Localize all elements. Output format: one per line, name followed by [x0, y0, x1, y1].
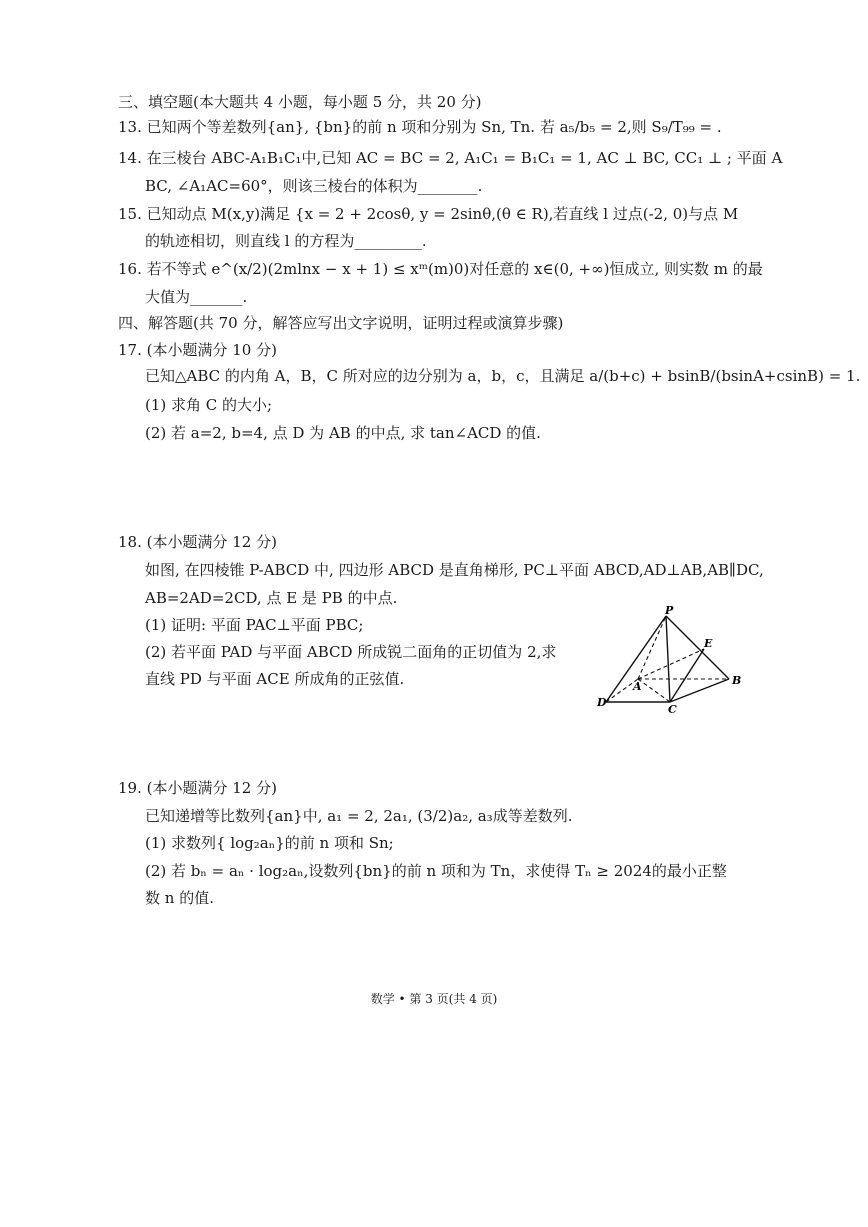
label-B: B — [732, 674, 742, 687]
question-17-title: 17. (本小题满分 10 分) — [118, 341, 277, 359]
label-C: C — [668, 703, 677, 716]
question-19-stem: 已知递增等比数列{an}中, a₁ = 2, 2a₁, (3/2)a₂, a₃成等差数列. — [145, 807, 573, 825]
question-18-title: 18. (本小题满分 12 分) — [118, 533, 277, 551]
label-P: P — [665, 604, 674, 617]
question-14-line-2: BC, ∠A₁AC=60°，则该三棱台的体积为________. — [145, 177, 483, 195]
question-19-part-2-line-1: (2) 若 bₙ = aₙ · log₂aₙ,设数列{bn}的前 n 项和为 Tn，求使得 Tₙ ≥ 2024的最小正整 — [145, 862, 727, 880]
label-E: E — [704, 637, 713, 650]
question-18-line-1: 如图, 在四棱锥 P-ABCD 中, 四边形 ABCD 是直角梯形, PC⊥平面 ABCD,AD⊥AB,AB∥DC, — [145, 561, 764, 579]
edge-PB — [666, 616, 729, 679]
edge-PA — [638, 616, 666, 679]
question-19-part-1: (1) 求数列{ log₂aₙ}的前 n 项和 Sn; — [145, 834, 394, 852]
label-D: D — [597, 696, 607, 709]
edge-PC — [666, 616, 670, 702]
question-15-line-2: 的轨迹相切，则直线 l 的方程为_________. — [145, 232, 427, 250]
question-15-line-1: 15. 已知动点 M(x,y)满足 {x = 2 + 2cosθ, y = 2sinθ,(θ ∈ R),若直线 l 过点(-2, 0)与点 M — [118, 205, 739, 223]
question-18-part-1: (1) 证明: 平面 PAC⊥平面 PBC; — [145, 616, 364, 634]
edge-AC — [638, 679, 670, 702]
question-18-part-2-line-1: (2) 若平面 PAD 与平面 ABCD 所成锐二面角的正切值为 2,求 — [145, 643, 557, 661]
pyramid-figure — [592, 604, 767, 716]
question-16-line-1: 16. 若不等式 e^(x/2)(2mlnx − x + 1) ≤ xᵐ(m)0)对任意的 x∈(0, +∞)恒成立, 则实数 m 的最 — [118, 260, 763, 278]
question-19-part-2-line-2: 数 n 的值. — [145, 889, 214, 907]
label-A: A — [633, 680, 642, 693]
edge-EC — [670, 649, 704, 702]
question-13: 13. 已知两个等差数列{an}, {bn}的前 n 项和分别为 Sn, Tn. 若 a₅/b₅ = 2,则 S₉/T₉₉ = . — [118, 118, 722, 136]
question-16-line-2: 大值为_______. — [145, 288, 248, 306]
question-18-part-2-line-2: 直线 PD 与平面 ACE 所成角的正弦值. — [145, 670, 405, 688]
section-3-heading: 三、填空题(本大题共 4 小题，每小题 5 分，共 20 分) — [118, 93, 482, 111]
question-17-part-1: (1) 求角 C 的大小; — [145, 396, 273, 414]
section-4-heading: 四、解答题(共 70 分，解答应写出文字说明，证明过程或演算步骤) — [118, 314, 564, 332]
question-14-line-1: 14. 在三棱台 ABC-A₁B₁C₁中,已知 AC = BC = 2, A₁C₁ = B₁C₁ = 1, AC ⊥ BC, CC₁ ⊥ ; 平面 A — [118, 149, 783, 167]
question-17-stem: 已知△ABC 的内角 A，B，C 所对应的边分别为 a，b，c，且满足 a/(b+c) + bsinB/(bsinA+csinB) = 1. — [145, 367, 861, 385]
edge-CB — [670, 679, 729, 702]
question-17-part-2: (2) 若 a=2, b=4, 点 D 为 AB 的中点, 求 tan∠ACD 的值. — [145, 424, 541, 442]
question-19-title: 19. (本小题满分 12 分) — [118, 779, 277, 797]
question-18-line-2: AB=2AD=2CD, 点 E 是 PB 的中点. — [145, 589, 398, 607]
page-footer: 数学 • 第 3 页(共 4 页) — [370, 992, 498, 1006]
